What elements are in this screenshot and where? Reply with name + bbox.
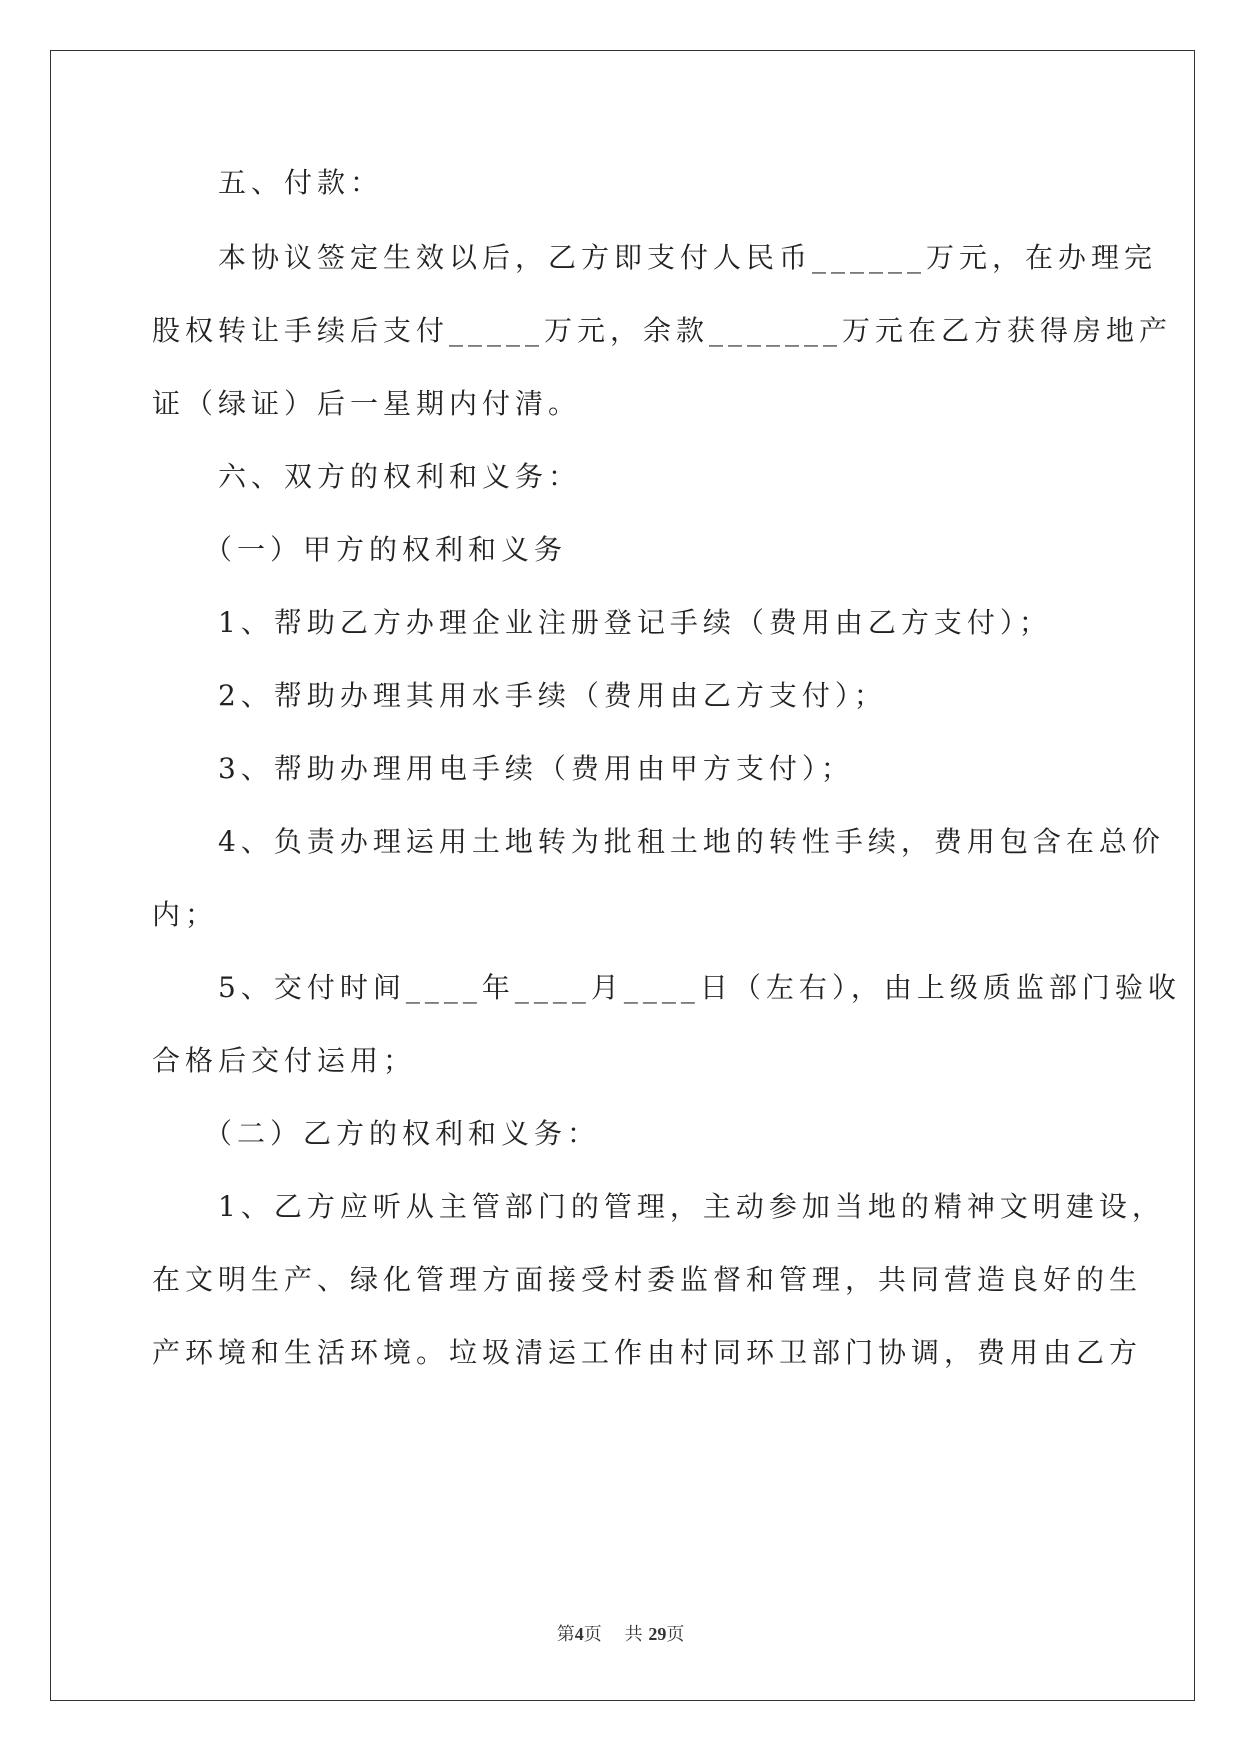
text-line: 五、付款： (152, 166, 384, 199)
text-line: （二）乙方的权利和义务： (152, 1117, 601, 1150)
text-line: 在文明生产、绿化管理方面接受村委监督和管理，共同营造良好的生 (152, 1263, 1143, 1296)
text-line: 本协议签定生效以后，乙方即支付人民币______万元，在办理完 (152, 241, 1158, 274)
text-line: 1、乙方应听从主管部门的管理，主动参加当地的精神文明建设， (152, 1190, 1165, 1223)
text-line: 4、负责办理运用土地转为批租土地的转性手续，费用包含在总价 (152, 825, 1165, 858)
total-pages: 29 (648, 1624, 667, 1644)
footer-total-prefix: 共 (624, 1624, 643, 1645)
text-line: 2、帮助办理其用水手续（费用由乙方支付）； (152, 679, 887, 712)
text-line: （一）甲方的权利和义务 (152, 533, 568, 566)
page-footer (0, 1620, 1241, 1646)
text-line: 合格后交付运用； (152, 1044, 417, 1077)
footer-page-suffix: 页 (583, 1624, 602, 1645)
text-line: 内； (152, 898, 219, 931)
footer-prefix: 第 (556, 1624, 575, 1645)
text-line: 5、交付时间____年____月____日（左右），由上级质监部门验收 (152, 971, 1181, 1004)
footer-total-suffix: 页 (666, 1624, 685, 1645)
text-line: 六、双方的权利和义务： (152, 460, 582, 493)
text-line: 产环境和生活环境。垃圾清运工作由村同环卫部门协调，费用由乙方 (152, 1336, 1143, 1369)
page-border (50, 50, 1195, 1701)
page-number: 4 (574, 1624, 584, 1644)
text-line: 股权转让手续后支付_____万元，余款_______万元在乙方获得房地产 (152, 314, 1173, 347)
text-line: 证（绿证）后一星期内付清。 (152, 387, 582, 420)
text-line: 3、帮助办理用电手续（费用由甲方支付）； (152, 752, 854, 785)
text-line: 1、帮助乙方办理企业注册登记手续（费用由乙方支付）； (152, 606, 1052, 639)
